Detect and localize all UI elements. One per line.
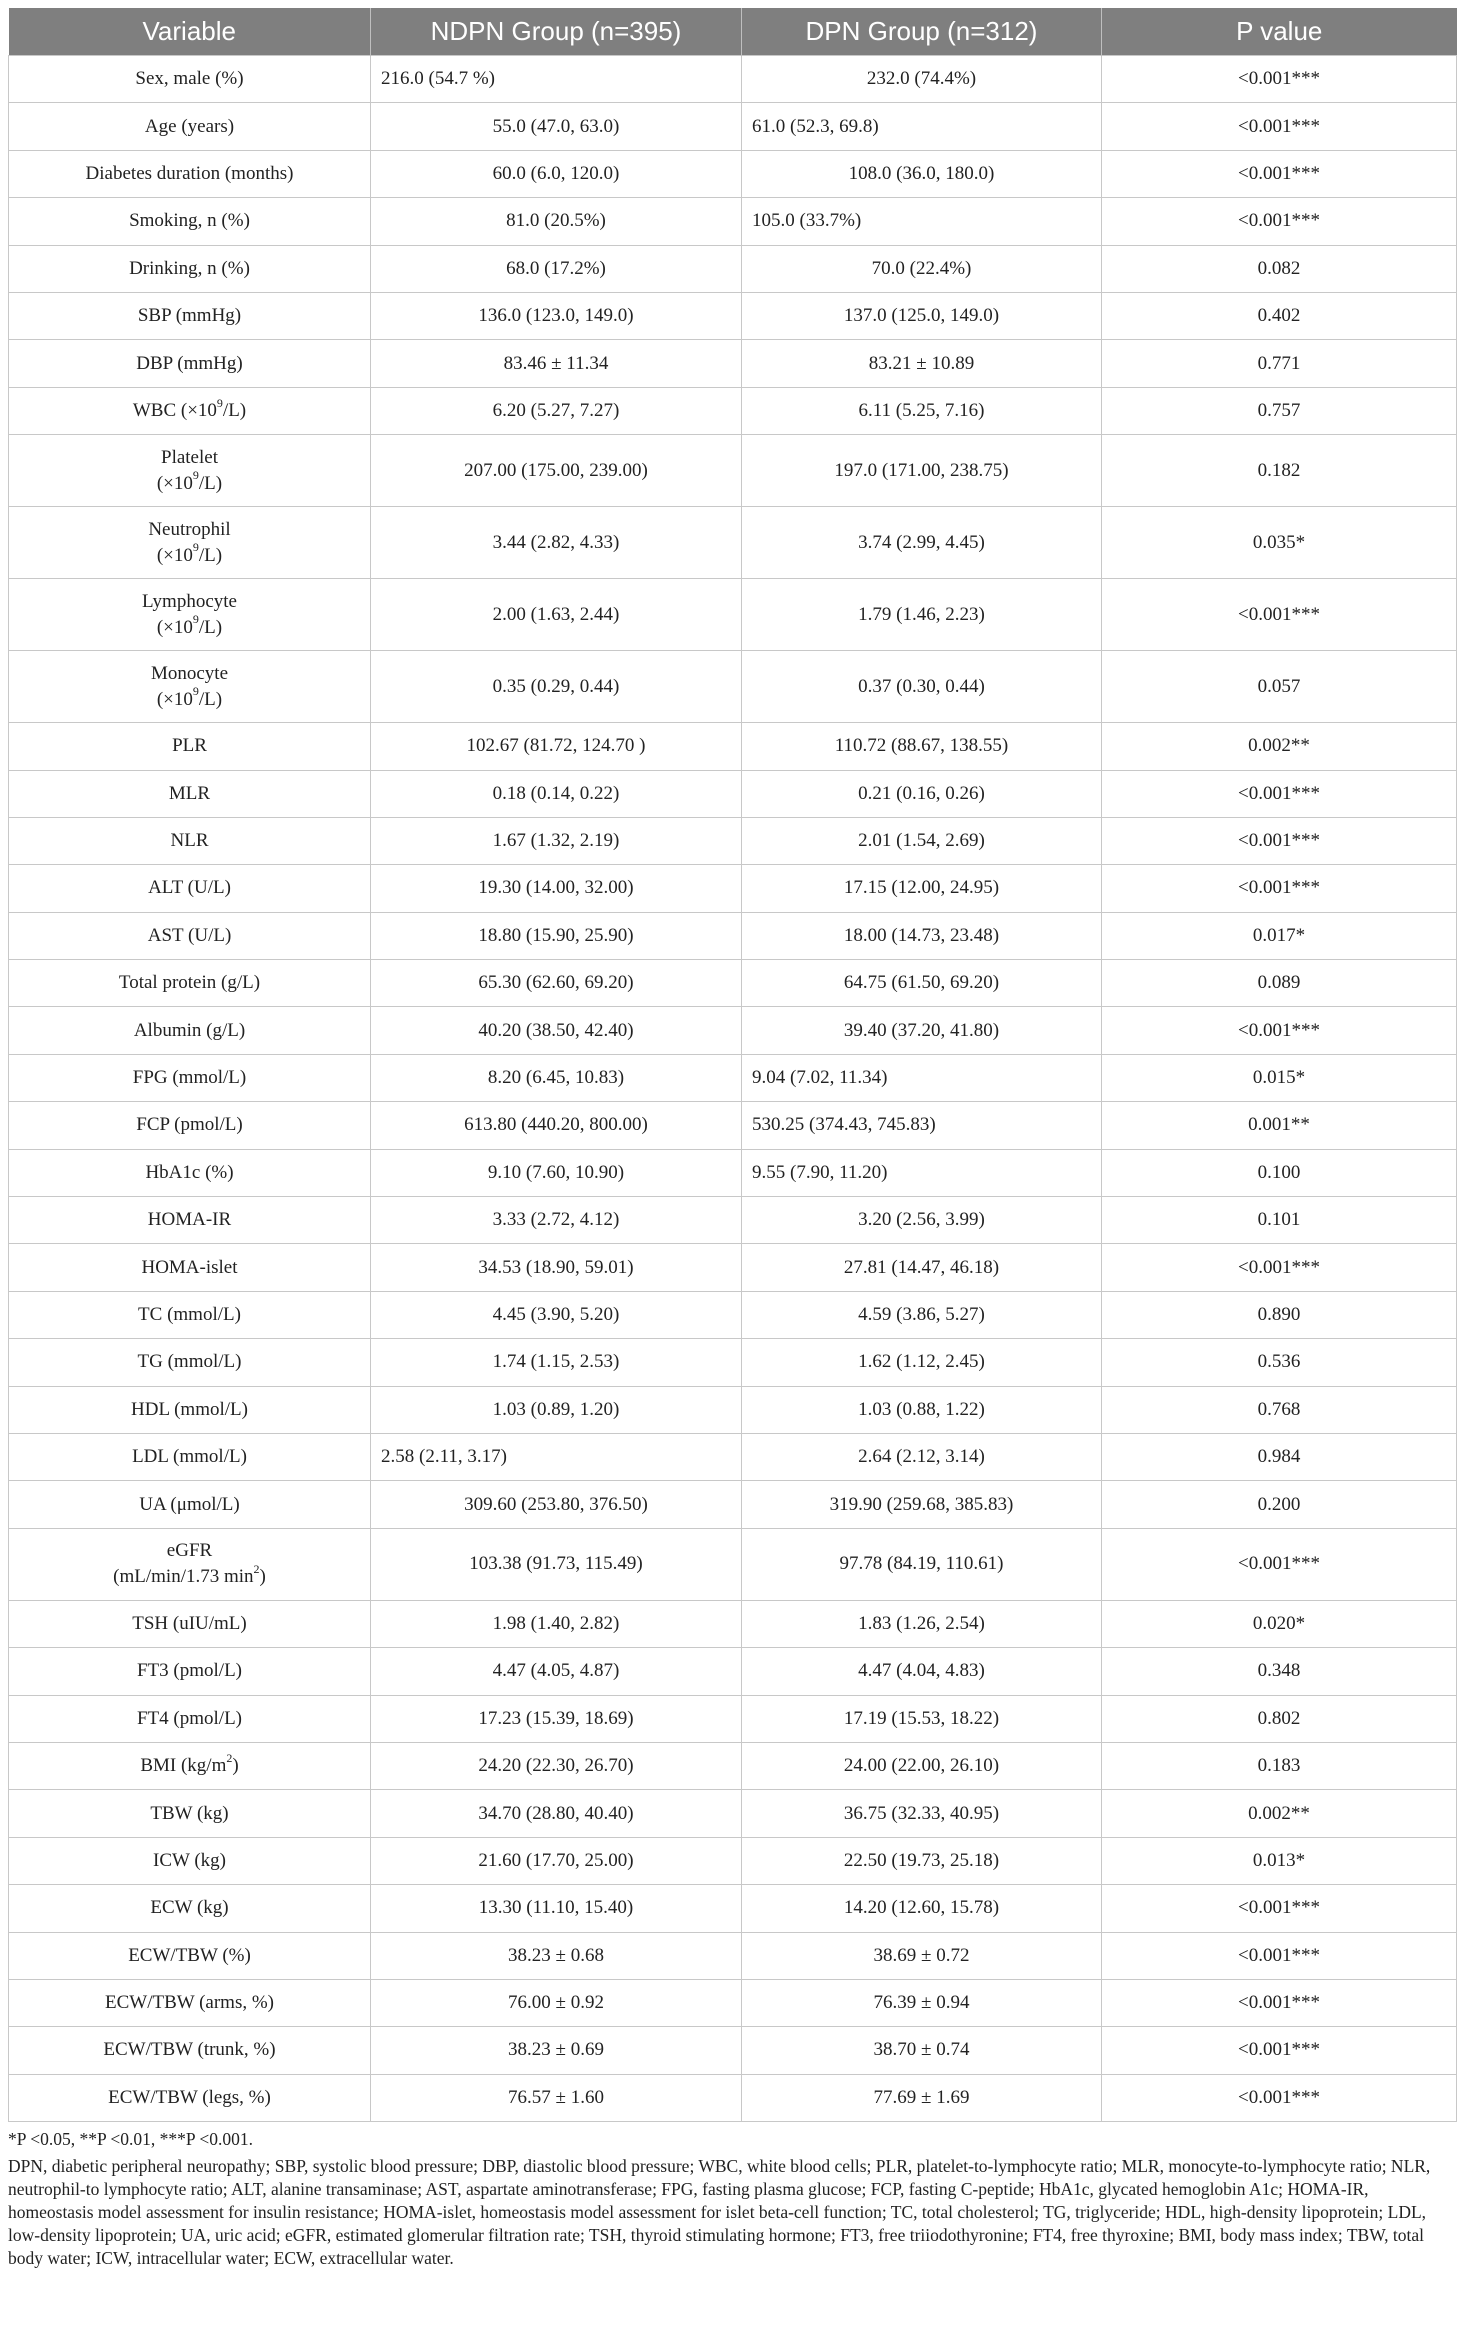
variable-name: LDL (mmol/L) xyxy=(132,1446,247,1468)
cell-dpn-value: 4.47 (4.04, 4.83) xyxy=(742,1648,1102,1695)
cell-ndpn-value: 1.98 (1.40, 2.82) xyxy=(371,1600,742,1647)
cell-dpn-value: 0.21 (0.16, 0.26) xyxy=(742,770,1102,817)
unit-superscript: 9 xyxy=(216,395,223,410)
variable-name: HOMA-islet xyxy=(141,1256,238,1278)
cell-dpn-value: 6.11 (5.25, 7.16) xyxy=(742,387,1102,434)
table-row xyxy=(9,1291,1457,1338)
cell-ndpn-value: 76.57 ± 1.60 xyxy=(371,2074,742,2121)
cell-p-value: 0.757 xyxy=(1102,387,1457,434)
variable-name: Platelet xyxy=(161,446,218,468)
cell-dpn-value: 9.55 (7.90, 11.20) xyxy=(742,1149,1102,1196)
variable-name: HOMA-IR xyxy=(147,1209,232,1231)
cell-variable xyxy=(9,1054,371,1101)
cell-ndpn-value: 38.23 ± 0.69 xyxy=(371,2027,742,2074)
cell-dpn-value: 18.00 (14.73, 23.48) xyxy=(742,912,1102,959)
cell-p-value: <0.001*** xyxy=(1102,1528,1457,1600)
variable-unit: (×10 xyxy=(156,688,193,710)
cell-p-value: 0.001** xyxy=(1102,1102,1457,1149)
cell-ndpn-value: 4.47 (4.05, 4.87) xyxy=(371,1648,742,1695)
cell-variable xyxy=(9,56,371,103)
variable-name: eGFR xyxy=(166,1540,213,1562)
cell-variable xyxy=(9,292,371,339)
variable-name: PLR xyxy=(172,735,207,757)
cell-variable xyxy=(9,2027,371,2074)
table-row xyxy=(9,960,1457,1007)
cell-ndpn-value: 18.80 (15.90, 25.90) xyxy=(371,912,742,959)
cell-p-value: <0.001*** xyxy=(1102,1932,1457,1979)
table-row xyxy=(9,435,1457,507)
cell-dpn-value: 22.50 (19.73, 25.18) xyxy=(742,1837,1102,1884)
cell-dpn-value: 232.0 (74.4%) xyxy=(742,56,1102,103)
cell-variable xyxy=(9,1600,371,1647)
variable-unit: (×10 xyxy=(156,472,193,494)
cell-variable xyxy=(9,1932,371,1979)
cell-p-value: 0.768 xyxy=(1102,1386,1457,1433)
cell-dpn-value: 319.90 (259.68, 385.83) xyxy=(742,1481,1102,1528)
cell-variable xyxy=(9,150,371,197)
cell-dpn-value: 1.83 (1.26, 2.54) xyxy=(742,1600,1102,1647)
cell-ndpn-value: 0.18 (0.14, 0.22) xyxy=(371,770,742,817)
variable-name: Smoking, n (%) xyxy=(129,210,250,232)
table-row xyxy=(9,1197,1457,1244)
cell-dpn-value: 9.04 (7.02, 11.34) xyxy=(742,1054,1102,1101)
table-row xyxy=(9,1386,1457,1433)
variable-name: Age (years) xyxy=(144,115,235,137)
cell-dpn-value: 24.00 (22.00, 26.10) xyxy=(742,1742,1102,1789)
variable-name: Neutrophil xyxy=(148,518,231,540)
variable-name: TG (mmol/L) xyxy=(137,1351,242,1373)
cell-ndpn-value: 24.20 (22.30, 26.70) xyxy=(371,1742,742,1789)
table-body xyxy=(9,56,1457,2122)
cell-dpn-value: 3.74 (2.99, 4.45) xyxy=(742,507,1102,579)
cell-p-value: 0.182 xyxy=(1102,435,1457,507)
table-row xyxy=(9,651,1457,723)
cell-p-value: 0.015* xyxy=(1102,1054,1457,1101)
cell-variable xyxy=(9,1244,371,1291)
variable-name: FT3 (pmol/L) xyxy=(136,1660,243,1682)
variable-name: ICW (kg) xyxy=(153,1849,226,1871)
cell-ndpn-value: 1.67 (1.32, 2.19) xyxy=(371,817,742,864)
cell-dpn-value: 83.21 ± 10.89 xyxy=(742,340,1102,387)
cell-p-value: 0.082 xyxy=(1102,245,1457,292)
unit-superscript: 9 xyxy=(192,468,199,483)
table-row xyxy=(9,1244,1457,1291)
cell-ndpn-value: 9.10 (7.60, 10.90) xyxy=(371,1149,742,1196)
table-row xyxy=(9,2074,1457,2121)
unit-superscript: 2 xyxy=(253,1561,260,1576)
cell-variable xyxy=(9,1197,371,1244)
cell-ndpn-value: 3.44 (2.82, 4.33) xyxy=(371,507,742,579)
variable-name: FCP (pmol/L) xyxy=(136,1114,243,1136)
table-row xyxy=(9,103,1457,150)
header-variable: Variable xyxy=(9,8,371,56)
unit-suffix: ) xyxy=(232,1755,239,1777)
cell-ndpn-value: 207.00 (175.00, 239.00) xyxy=(371,435,742,507)
unit-suffix: /L) xyxy=(198,544,223,566)
cell-p-value: 0.089 xyxy=(1102,960,1457,1007)
cell-ndpn-value: 1.74 (1.15, 2.53) xyxy=(371,1339,742,1386)
cell-variable xyxy=(9,1528,371,1600)
cell-dpn-value: 1.03 (0.88, 1.22) xyxy=(742,1386,1102,1433)
cell-dpn-value: 36.75 (32.33, 40.95) xyxy=(742,1790,1102,1837)
cell-p-value: 0.183 xyxy=(1102,1742,1457,1789)
variable-name: MLR xyxy=(168,782,211,804)
cell-ndpn-value: 103.38 (91.73, 115.49) xyxy=(371,1528,742,1600)
cell-ndpn-value: 613.80 (440.20, 800.00) xyxy=(371,1102,742,1149)
cell-ndpn-value: 13.30 (11.10, 15.40) xyxy=(371,1885,742,1932)
variable-name: FPG (mmol/L) xyxy=(132,1067,247,1089)
cell-dpn-value: 97.78 (84.19, 110.61) xyxy=(742,1528,1102,1600)
cell-dpn-value: 105.0 (33.7%) xyxy=(742,198,1102,245)
cell-variable xyxy=(9,960,371,1007)
cell-p-value: 0.536 xyxy=(1102,1339,1457,1386)
variable-name: ECW/TBW (legs, %) xyxy=(108,2086,271,2108)
cell-p-value: <0.001*** xyxy=(1102,103,1457,150)
variable-name: AST (U/L) xyxy=(147,924,232,946)
cell-p-value: <0.001*** xyxy=(1102,1885,1457,1932)
cell-p-value: <0.001*** xyxy=(1102,1244,1457,1291)
cell-variable xyxy=(9,198,371,245)
cell-dpn-value: 17.15 (12.00, 24.95) xyxy=(742,865,1102,912)
cell-ndpn-value: 55.0 (47.0, 63.0) xyxy=(371,103,742,150)
unit-suffix: /L) xyxy=(198,616,223,638)
variable-name: ECW (kg) xyxy=(150,1897,229,1919)
cell-ndpn-value: 6.20 (5.27, 7.27) xyxy=(371,387,742,434)
cell-ndpn-value: 8.20 (6.45, 10.83) xyxy=(371,1054,742,1101)
cell-dpn-value: 38.69 ± 0.72 xyxy=(742,1932,1102,1979)
variable-name: FT4 (pmol/L) xyxy=(136,1707,243,1729)
cell-dpn-value: 108.0 (36.0, 180.0) xyxy=(742,150,1102,197)
table-row xyxy=(9,865,1457,912)
cell-dpn-value: 4.59 (3.86, 5.27) xyxy=(742,1291,1102,1338)
cell-ndpn-value: 38.23 ± 0.68 xyxy=(371,1932,742,1979)
variable-name: ECW/TBW (%) xyxy=(128,1944,251,1966)
cell-variable xyxy=(9,651,371,723)
abbreviations-note: DPN, diabetic peripheral neuropathy; SBP, systolic blood pressure; DBP, diastolic blood pressure; WBC, white blood cells; PLR, platelet-to-lymphocyte ratio; MLR, monocyte-to-lymphocyte ratio; NLR, neutrophil-to lymphocyte ratio; ALT, alanine transaminase; AST, aspartate aminotransferase; FPG, fasting plasma glucose; FCP, fasting C-peptide; HbA1c, glycated hemoglobin A1c; HOMA-IR, homeostasis model assessment for insulin resistance; HOMA-islet, homeostasis model assessment for islet beta-cell function; TC, total cholesterol; TG, triglyceride; HDL, high-density lipoprotein; LDL, low-density lipoprotein; UA, uric acid; eGFR, estimated glomerular filtration rate; TSH, thyroid stimulating hormone; FT3, free triiodothyronine; FT4, free thyroxine; BMI, body mass index; TBW, total body water; ICW, intracellular water; ECW, extracellular water. xyxy=(8,2156,1431,2269)
cell-variable xyxy=(9,1790,371,1837)
cell-dpn-value: 70.0 (22.4%) xyxy=(742,245,1102,292)
cell-ndpn-value: 4.45 (3.90, 5.20) xyxy=(371,1291,742,1338)
unit-superscript: 9 xyxy=(192,684,199,699)
cell-p-value: 0.100 xyxy=(1102,1149,1457,1196)
cell-ndpn-value: 40.20 (38.50, 42.40) xyxy=(371,1007,742,1054)
cell-p-value: 0.402 xyxy=(1102,292,1457,339)
table-row xyxy=(9,1149,1457,1196)
variable-name: HbA1c (%) xyxy=(145,1161,234,1183)
cell-ndpn-value: 60.0 (6.0, 120.0) xyxy=(371,150,742,197)
cell-dpn-value: 1.79 (1.46, 2.23) xyxy=(742,579,1102,651)
table-row xyxy=(9,340,1457,387)
variable-name: Total protein (g/L) xyxy=(118,972,261,994)
variable-name: Lymphocyte xyxy=(142,590,237,612)
cell-p-value: <0.001*** xyxy=(1102,150,1457,197)
variable-name: ECW/TBW (trunk, %) xyxy=(103,2039,276,2061)
cell-variable xyxy=(9,579,371,651)
variable-name: HDL (mmol/L) xyxy=(131,1398,248,1420)
cell-ndpn-value: 2.58 (2.11, 3.17) xyxy=(371,1433,742,1480)
cell-variable xyxy=(9,1339,371,1386)
cell-dpn-value: 27.81 (14.47, 46.18) xyxy=(742,1244,1102,1291)
table-row xyxy=(9,1932,1457,1979)
table-row xyxy=(9,723,1457,770)
cell-variable xyxy=(9,1695,371,1742)
cell-variable xyxy=(9,1007,371,1054)
table-row xyxy=(9,579,1457,651)
variable-name: ALT (U/L) xyxy=(148,877,231,899)
cell-ndpn-value: 83.46 ± 11.34 xyxy=(371,340,742,387)
cell-p-value: <0.001*** xyxy=(1102,770,1457,817)
cell-dpn-value: 76.39 ± 0.94 xyxy=(742,1979,1102,2026)
table-row xyxy=(9,387,1457,434)
variable-name: SBP (mmHg) xyxy=(137,305,242,327)
cell-variable xyxy=(9,1386,371,1433)
table-row xyxy=(9,1054,1457,1101)
cell-p-value: 0.984 xyxy=(1102,1433,1457,1480)
table-row xyxy=(9,150,1457,197)
table-row xyxy=(9,1648,1457,1695)
cell-variable xyxy=(9,912,371,959)
variable-name: UA (μmol/L) xyxy=(139,1493,240,1515)
cell-dpn-value: 2.64 (2.12, 3.14) xyxy=(742,1433,1102,1480)
unit-suffix: /L) xyxy=(198,688,223,710)
cell-variable xyxy=(9,1837,371,1884)
unit-superscript: 9 xyxy=(192,612,199,627)
variable-name: TC (mmol/L) xyxy=(138,1304,241,1325)
cell-p-value: 0.013* xyxy=(1102,1837,1457,1884)
table-row xyxy=(9,198,1457,245)
cell-variable xyxy=(9,817,371,864)
cell-variable xyxy=(9,1102,371,1149)
cell-p-value: 0.348 xyxy=(1102,1648,1457,1695)
cell-ndpn-value: 136.0 (123.0, 149.0) xyxy=(371,292,742,339)
cell-variable xyxy=(9,1979,371,2026)
cell-dpn-value: 39.40 (37.20, 41.80) xyxy=(742,1007,1102,1054)
header-dpn-group: DPN Group (n=312) xyxy=(742,8,1102,56)
cell-p-value: <0.001*** xyxy=(1102,865,1457,912)
variable-name: WBC (×10 xyxy=(132,399,217,421)
cell-ndpn-value: 17.23 (15.39, 18.69) xyxy=(371,1695,742,1742)
table-row xyxy=(9,1695,1457,1742)
cell-ndpn-value: 1.03 (0.89, 1.20) xyxy=(371,1386,742,1433)
cell-variable xyxy=(9,387,371,434)
cell-variable xyxy=(9,1648,371,1695)
cell-dpn-value: 14.20 (12.60, 15.78) xyxy=(742,1885,1102,1932)
table-row xyxy=(9,507,1457,579)
cell-ndpn-value: 0.35 (0.29, 0.44) xyxy=(371,651,742,723)
table-row xyxy=(9,1790,1457,1837)
header-row xyxy=(9,8,1457,56)
cell-dpn-value: 110.72 (88.67, 138.55) xyxy=(742,723,1102,770)
table-row xyxy=(9,1433,1457,1480)
cell-p-value: <0.001*** xyxy=(1102,817,1457,864)
cell-variable xyxy=(9,103,371,150)
variable-name: TSH (uIU/mL) xyxy=(132,1612,247,1634)
cell-dpn-value: 17.19 (15.53, 18.22) xyxy=(742,1695,1102,1742)
cell-ndpn-value: 102.67 (81.72, 124.70 ) xyxy=(371,723,742,770)
cell-ndpn-value: 19.30 (14.00, 32.00) xyxy=(371,865,742,912)
unit-suffix: ) xyxy=(259,1566,266,1588)
table-row xyxy=(9,1102,1457,1149)
cell-p-value: <0.001*** xyxy=(1102,56,1457,103)
table-row xyxy=(9,2027,1457,2074)
cell-variable xyxy=(9,770,371,817)
table-row xyxy=(9,1742,1457,1789)
cell-variable xyxy=(9,507,371,579)
cell-ndpn-value: 3.33 (2.72, 4.12) xyxy=(371,1197,742,1244)
unit-suffix: /L) xyxy=(222,399,247,421)
unit-superscript: 2 xyxy=(226,1750,233,1765)
cell-p-value: 0.002** xyxy=(1102,1790,1457,1837)
cell-ndpn-value: 34.53 (18.90, 59.01) xyxy=(371,1244,742,1291)
cell-dpn-value: 3.20 (2.56, 3.99) xyxy=(742,1197,1102,1244)
variable-name: TBW (kg) xyxy=(150,1802,229,1824)
variable-name: Drinking, n (%) xyxy=(129,257,250,279)
cell-variable xyxy=(9,1481,371,1528)
cell-dpn-value: 64.75 (61.50, 69.20) xyxy=(742,960,1102,1007)
variable-name: Albumin (g/L) xyxy=(133,1019,246,1041)
cell-dpn-value: 2.01 (1.54, 2.69) xyxy=(742,817,1102,864)
table-row xyxy=(9,56,1457,103)
cell-p-value: 0.057 xyxy=(1102,651,1457,723)
table-row xyxy=(9,1528,1457,1600)
cell-dpn-value: 38.70 ± 0.74 xyxy=(742,2027,1102,2074)
cell-p-value: <0.001*** xyxy=(1102,1979,1457,2026)
cell-p-value: <0.001*** xyxy=(1102,2027,1457,2074)
table-row xyxy=(9,245,1457,292)
cell-ndpn-value: 21.60 (17.70, 25.00) xyxy=(371,1837,742,1884)
cell-variable xyxy=(9,1885,371,1932)
variable-name: BMI (kg/m xyxy=(140,1755,227,1777)
cell-p-value: 0.890 xyxy=(1102,1291,1457,1338)
variable-unit: (×10 xyxy=(156,616,193,638)
table-footnotes xyxy=(8,2128,1456,2270)
cell-p-value: 0.771 xyxy=(1102,340,1457,387)
cell-p-value: 0.020* xyxy=(1102,1600,1457,1647)
cell-dpn-value: 0.37 (0.30, 0.44) xyxy=(742,651,1102,723)
header-ndpn-group: NDPN Group (n=395) xyxy=(371,8,742,56)
cell-p-value: 0.802 xyxy=(1102,1695,1457,1742)
cell-p-value: 0.200 xyxy=(1102,1481,1457,1528)
variable-name: Diabetes duration (months) xyxy=(85,162,294,184)
variable-unit: (×10 xyxy=(156,544,193,566)
cell-variable xyxy=(9,435,371,507)
table-row xyxy=(9,912,1457,959)
cell-variable xyxy=(9,723,371,770)
cell-variable xyxy=(9,1291,371,1338)
cell-dpn-value: 530.25 (374.43, 745.83) xyxy=(742,1102,1102,1149)
variable-name: NLR xyxy=(170,830,209,852)
cell-ndpn-value: 68.0 (17.2%) xyxy=(371,245,742,292)
unit-suffix: /L) xyxy=(198,472,223,494)
table-row xyxy=(9,1885,1457,1932)
variable-name: Monocyte xyxy=(150,662,229,684)
cell-variable xyxy=(9,865,371,912)
table-row xyxy=(9,1600,1457,1647)
cell-ndpn-value: 65.30 (62.60, 69.20) xyxy=(371,960,742,1007)
cell-dpn-value: 137.0 (125.0, 149.0) xyxy=(742,292,1102,339)
cell-dpn-value: 1.62 (1.12, 2.45) xyxy=(742,1339,1102,1386)
table-row xyxy=(9,1481,1457,1528)
document xyxy=(8,8,1456,2270)
cell-ndpn-value: 2.00 (1.63, 2.44) xyxy=(371,579,742,651)
header-p-value: P value xyxy=(1102,8,1457,56)
cell-ndpn-value: 76.00 ± 0.92 xyxy=(371,1979,742,2026)
table-row xyxy=(9,1837,1457,1884)
cell-ndpn-value: 309.60 (253.80, 376.50) xyxy=(371,1481,742,1528)
table-row xyxy=(9,1979,1457,2026)
cell-p-value: <0.001*** xyxy=(1102,1007,1457,1054)
unit-superscript: 9 xyxy=(192,540,199,555)
cell-p-value: 0.101 xyxy=(1102,1197,1457,1244)
cell-dpn-value: 77.69 ± 1.69 xyxy=(742,2074,1102,2121)
cell-variable xyxy=(9,245,371,292)
cell-p-value: <0.001*** xyxy=(1102,2074,1457,2121)
cell-dpn-value: 61.0 (52.3, 69.8) xyxy=(742,103,1102,150)
cell-p-value: 0.017* xyxy=(1102,912,1457,959)
cell-p-value: 0.035* xyxy=(1102,507,1457,579)
cell-ndpn-value: 216.0 (54.7 %) xyxy=(371,56,742,103)
cell-variable xyxy=(9,1433,371,1480)
cell-variable xyxy=(9,1149,371,1196)
cell-p-value: <0.001*** xyxy=(1102,198,1457,245)
cell-p-value: 0.002** xyxy=(1102,723,1457,770)
cell-variable xyxy=(9,2074,371,2121)
variable-unit: (mL/min/1.73 min xyxy=(113,1566,254,1588)
significance-note: *P <0.05, **P <0.01, ***P <0.001. xyxy=(8,2129,253,2150)
table-row xyxy=(9,1339,1457,1386)
variable-name: ECW/TBW (arms, %) xyxy=(104,1992,275,2014)
table-row xyxy=(9,1007,1457,1054)
data-table xyxy=(8,8,1457,2122)
variable-name: Sex, male (%) xyxy=(135,68,244,90)
table-row xyxy=(9,817,1457,864)
cell-p-value: <0.001*** xyxy=(1102,579,1457,651)
table-row xyxy=(9,292,1457,339)
variable-name: DBP (mmHg) xyxy=(136,352,243,374)
table-row xyxy=(9,770,1457,817)
cell-variable xyxy=(9,340,371,387)
cell-ndpn-value: 34.70 (28.80, 40.40) xyxy=(371,1790,742,1837)
cell-variable xyxy=(9,1742,371,1789)
cell-ndpn-value: 81.0 (20.5%) xyxy=(371,198,742,245)
cell-dpn-value: 197.0 (171.00, 238.75) xyxy=(742,435,1102,507)
